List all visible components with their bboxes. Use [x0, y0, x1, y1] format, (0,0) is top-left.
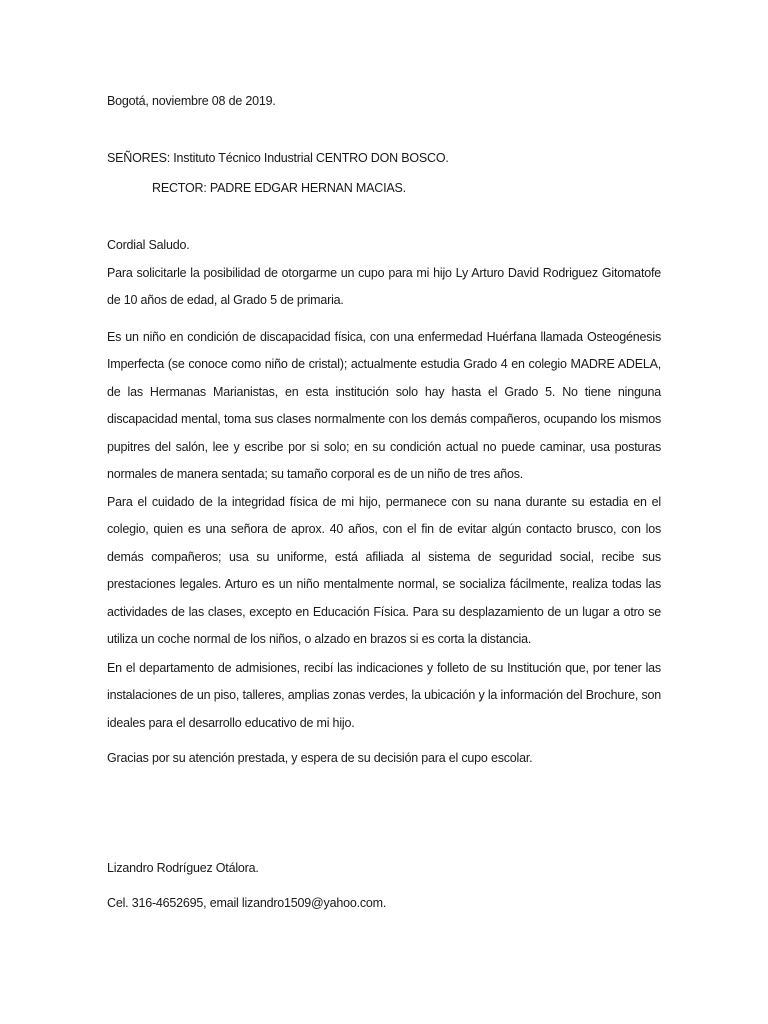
- signature-name: Lizandro Rodríguez Otálora.: [107, 861, 259, 875]
- letter-paragraph-thanks: Gracias por su atención prestada, y espera de su decisión para el cupo escolar.: [107, 751, 533, 765]
- letter-recipient: SEÑORES: Instituto Técnico Industrial CENTRO DON BOSCO.: [107, 151, 449, 165]
- letter-date: Bogotá, noviembre 08 de 2019.: [107, 94, 276, 108]
- letter-paragraph-request: Para solicitarle la posibilidad de otorgarme un cupo para mi hijo Ly Arturo David Rodriguez Gitomatofe de 10 años de edad, al Grado 5 de primaria.: [107, 266, 661, 308]
- letter-greeting: Cordial Saludo.: [107, 238, 190, 252]
- letter-paragraph-condition: Es un niño en condición de discapacidad física, con una enfermedad Huérfana llamada Osteogénesis Imperfecta (se conoce como niño de cristal); actualmente estudia Grado 4 en colegio MADRE ADELA, de las Hermanas Marianistas, en esta institución solo hay hasta el Grado 5. No tiene ninguna discapacidad mental, toma sus clases normalmente con los demás compañeros, ocupando los mismos pupitres del salón, lee y escribe por si solo; en su condición actual no puede caminar, usa posturas normales de manera sentada; su tamaño corporal es de un niño de tres años.: [107, 330, 661, 482]
- letter-paragraph-admissions: En el departamento de admisiones, recibí las indicaciones y folleto de su Institución que, por tener las instalaciones de un piso, talleres, amplias zonas verdes, la ubicación y la información del Brochure, son ideales para el desarrollo educativo de mi hijo.: [107, 661, 661, 730]
- letter-rector: RECTOR: PADRE EDGAR HERNAN MACIAS.: [152, 181, 406, 195]
- signature-contact: Cel. 316-4652695, email lizandro1509@yahoo.com.: [107, 896, 387, 910]
- letter-paragraph-care: Para el cuidado de la integridad física de mi hijo, permanece con su nana durante su estadia en el colegio, quien es una señora de aprox. 40 años, con el fin de evitar algún contacto brusco, con los demás compañeros; usa su uniforme, está afiliada al sistema de seguridad social, recibe sus prestaciones legales. Arturo es un niño mentalmente normal, se socializa fácilmente, realiza todas las actividades de las clases, excepto en Educación Física. Para su desplazamiento de un lugar a otro se utiliza un coche normal de los niños, o alzado en brazos si es corta la distancia.: [107, 495, 661, 647]
